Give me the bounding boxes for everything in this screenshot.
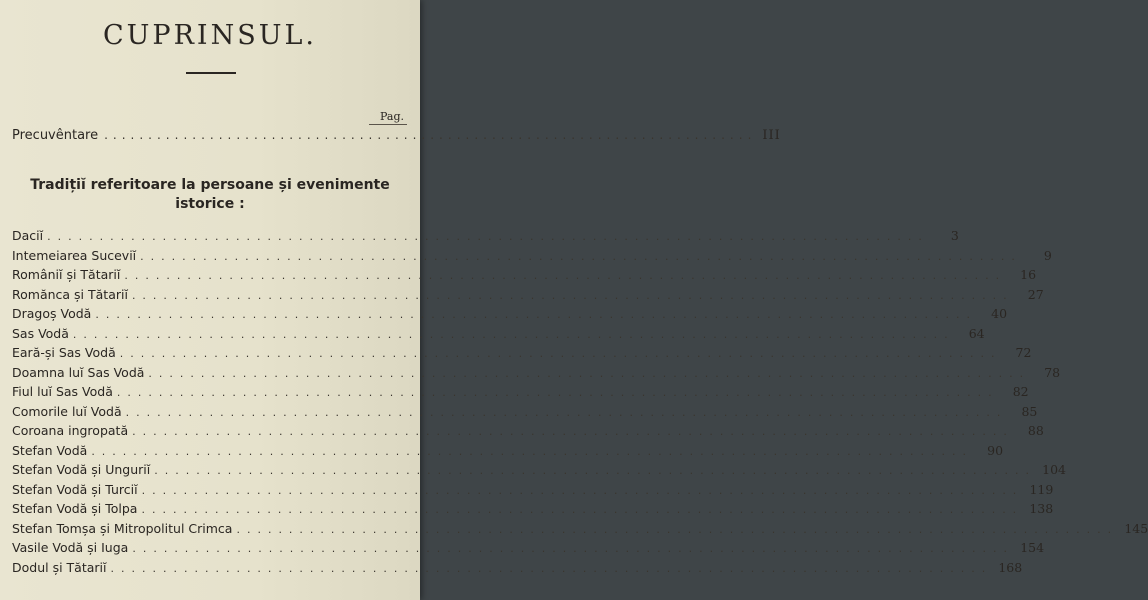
- toc-entry: [12, 228, 959, 248]
- toc-entry: [12, 520, 1148, 541]
- toc-entry: [12, 540, 1045, 560]
- dot-leader: ....................................................................................: [141, 503, 1024, 516]
- toc-entry-page: 88: [1027, 423, 1044, 438]
- toc-entry-page: 27: [1027, 286, 1044, 302]
- toc-entry-title: Stefan Vodă: [12, 442, 88, 458]
- toc-entry-page: 168: [998, 559, 1023, 575]
- dot-leader: ....................................................................................: [119, 347, 1002, 360]
- toc-entry: [12, 481, 1054, 502]
- toc-entry: [12, 247, 1052, 268]
- title-divider: [186, 72, 236, 74]
- preface-page: III: [762, 128, 781, 143]
- toc-entry-page: 40: [991, 306, 1008, 321]
- toc-entry-page: 82: [1012, 384, 1029, 399]
- page-column-underline: [369, 124, 407, 125]
- toc-entry-page: 119: [1029, 481, 1054, 497]
- toc-entry-page: 64: [968, 325, 985, 341]
- toc-entry-title: Intemeiarea Suceviĭ: [12, 247, 137, 263]
- toc-entry-page: 154: [1020, 540, 1045, 555]
- dot-leader: ....................................................................................: [72, 327, 955, 341]
- toc-list: [12, 228, 1148, 579]
- toc-entry-title: Sas Vodă: [12, 325, 69, 341]
- dot-leader: ....................................................................................: [110, 561, 993, 575]
- toc-entry-page: 72: [1015, 345, 1032, 360]
- toc-entry-title: Stefan Tomșa și Mitropolitul Crimca: [12, 520, 233, 536]
- toc-entry-title: Doamna luĭ Sas Vodă: [12, 364, 145, 380]
- dot-leader: ....................................................................................: [47, 230, 929, 243]
- toc-entry: [12, 286, 1044, 307]
- toc-entry: [12, 501, 1054, 521]
- section-heading: [0, 176, 420, 214]
- toc-entry: [12, 403, 1038, 424]
- toc-entry-title: Dragoș Vodă: [12, 306, 92, 321]
- dot-leader: ....................................................................................: [148, 366, 1031, 380]
- toc-entry-title: Fiul luĭ Sas Vodă: [12, 384, 113, 399]
- toc-entry-page: 90: [987, 442, 1004, 458]
- toc-entry-title: Stefan Vodă și Turciĭ: [12, 481, 138, 497]
- toc-entry-page: 138: [1029, 501, 1054, 516]
- section-heading-line-2: istorice :: [175, 196, 245, 212]
- toc-entry: [12, 442, 1004, 463]
- toc-entry-title: Stefan Vodă și Unguriĭ: [12, 462, 151, 477]
- toc-entry: [12, 325, 985, 346]
- dot-leader: ....................................................................................: [140, 249, 1022, 263]
- toc-entry-page: 3: [950, 228, 959, 243]
- page-title: CUPRINSUL.: [103, 20, 317, 51]
- toc-entry-page: 145: [1124, 520, 1148, 536]
- toc-entry: [12, 345, 1032, 365]
- toc-entry-title: Dodul și Tătariĭ: [12, 559, 107, 575]
- toc-entry-title: Coroana ingropată: [12, 423, 129, 438]
- toc-entry-title: Daciĭ: [12, 228, 44, 243]
- toc-entry-page: 16: [1020, 267, 1037, 282]
- toc-entry-title: Stefan Vodă și Tolpa: [12, 501, 138, 516]
- toc-entry: [12, 559, 1023, 580]
- toc-entry-title: Romănca și Tătariĭ: [12, 286, 128, 302]
- toc-entry: [12, 267, 1037, 287]
- toc-entry-title: Româniĭ și Tătariĭ: [12, 267, 121, 282]
- preface-label: Precuvêntare: [12, 128, 99, 143]
- dot-leader: ....................................................................................: [125, 405, 1008, 419]
- dot-leader: ....................................................................................: [91, 444, 974, 458]
- toc-entry-page: 9: [1043, 247, 1052, 263]
- toc-entry: [12, 364, 1061, 385]
- dot-leader: ....................................................................................: [132, 542, 1015, 555]
- dot-leader: ....................................................................................: [131, 288, 1014, 302]
- dot-leader: ....................................................................................: [95, 308, 978, 321]
- dot-leader: ....................................................................................: [116, 386, 999, 399]
- toc-entry: [12, 462, 1066, 482]
- toc-entry-title: Eară-și Sas Vodă: [12, 345, 116, 360]
- page-column-header: Pag.: [379, 110, 404, 123]
- toc-entry: [12, 306, 1008, 326]
- dot-leader: ....................................................................................: [154, 464, 1036, 477]
- toc-entry-title: Vasile Vodă și Iuga: [12, 540, 129, 555]
- toc-entry-page: 85: [1021, 403, 1038, 419]
- toc-entry: [12, 423, 1044, 443]
- toc-entry-page: 78: [1044, 364, 1061, 380]
- toc-entry-title: Comorile luĭ Vodă: [12, 403, 122, 419]
- toc-entry-preface: [12, 128, 781, 150]
- section-heading-line-1: Tradițiĭ referitoare la persoane și evenimente: [30, 177, 390, 193]
- toc-entry-page: 104: [1042, 462, 1066, 477]
- toc-entry: [12, 384, 1029, 404]
- dot-leader: ....................................................................................: [236, 522, 1119, 536]
- dot-leader: ....................................................................................: [141, 483, 1024, 497]
- dot-leader: ..........................................................................: [104, 128, 757, 142]
- dot-leader: ....................................................................................: [132, 425, 1014, 438]
- dot-leader: ....................................................................................: [124, 269, 1007, 282]
